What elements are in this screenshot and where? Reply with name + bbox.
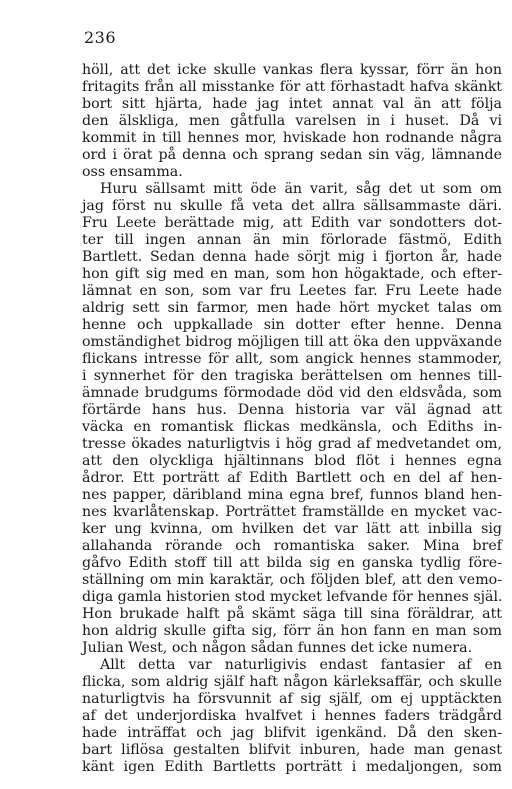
- text-line: flickans intresse för allt, som angick hennes stammoder,: [82, 351, 502, 367]
- text-line: hon gift sig med en man, som hon högaktade, och efter-: [82, 266, 502, 282]
- text-line: fritagits från all misstanke för att förhastadt hafva skänkt: [82, 79, 502, 95]
- text-line: Huru sällsamt mitt öde än varit, såg det ut som om: [100, 181, 502, 197]
- text-line: hade inträffat och jag blifvit igenkänd. Då den sken-: [82, 725, 502, 741]
- text-line: ämnade brudgums förmodade död vid den eldsvåda, som: [82, 385, 502, 401]
- text-line: oss ensamma.: [82, 164, 183, 180]
- text-line: Bartlett. Sedan denna hade sörjt mig i fjorton år, hade: [82, 249, 502, 265]
- text-line: jag först nu skulle få veta det allra sällsammaste däri.: [82, 198, 502, 214]
- text-line: naturligtvis ha försvunnit af sig själf, om ej upptäckten: [82, 691, 502, 707]
- text-line: bort sitt hjärta, hade jag intet annat val än att följa: [82, 96, 502, 112]
- text-line: nes papper, däribland mina egna bref, funnos bland hen-: [82, 487, 502, 503]
- text-line: flicka, som aldrig själf haft någon kärleksaffär, och skulle: [82, 674, 502, 690]
- page-number: 236: [84, 28, 117, 47]
- text-line: väcka en romantisk flickas medkänsla, och Ediths in-: [82, 419, 502, 435]
- text-line: ter till ingen annan än min förlorade fästmö, Edith: [82, 232, 502, 248]
- text-line: bart liflösa gestalten blifvit inburen, hade man genast: [82, 742, 502, 758]
- text-line: hon aldrig skulle gifta sig, förr än hon fann en man som: [82, 623, 502, 639]
- text-line: omständighet bidrog möjligen till att öka den uppväxande: [82, 334, 502, 350]
- text-line: gåfvo Edith stoff till att bilda sig en ganska tydlig före-: [82, 555, 502, 571]
- text-line: nes kvarlåtenskap. Porträttet framställde en mycket vac-: [82, 504, 502, 520]
- text-line: Julian West, och någon sådan funnes det icke numera.: [82, 640, 473, 656]
- text-line: i synnerhet för den tragiska berättelsen om hennes till-: [82, 368, 502, 384]
- text-line: den älskliga, men gåtfulla varelsen in i huset. Då vi: [82, 113, 502, 129]
- text-line: allahanda rörande och romantiska saker. Mina bref: [82, 538, 502, 554]
- text-line: ställning om min karaktär, och följden blef, att den vemo-: [82, 572, 502, 588]
- text-line: af det underjordiska hvalfvet i hennes faders trädgård: [82, 708, 502, 724]
- text-line: känt igen Edith Bartletts porträtt i medaljongen, som: [82, 759, 502, 775]
- text-line: henne och uppkallade sin dotter efter henne. Denna: [82, 317, 502, 333]
- text-line: Hon brukade halft på skämt säga till sina föräldrar, att: [82, 606, 502, 622]
- text-line: diga gamla historien stod mycket lefvande för hennes själ.: [82, 589, 503, 605]
- text-line: ker ung kvinna, om hvilken det var lätt att inbilla sig: [82, 521, 502, 537]
- text-line: förtärde hans hus. Denna historia var väl ägnad att: [82, 402, 502, 418]
- text-line: tresse ökades naturligtvis i hög grad af medvetandet om,: [82, 436, 502, 452]
- text-line: aldrig sett sin farmor, men hade hört mycket talas om: [82, 300, 502, 316]
- text-line: att den olyckliga hjältinnans blod flöt i hennes egna: [82, 453, 502, 469]
- text-line: höll, att det icke skulle vankas flera kyssar, förr än hon: [82, 62, 502, 78]
- text-line: ord i örat på denna och sprang sedan sin väg, lämnande: [82, 147, 502, 163]
- body-text: [82, 62, 502, 776]
- text-line: lämnat en son, som var fru Leetes far. Fru Leete hade: [82, 283, 502, 299]
- text-line: Allt detta var naturligivis endast fantasier af en: [100, 657, 502, 673]
- text-line: kommit in till hennes mor, hviskade hon rodnande några: [82, 130, 502, 146]
- text-line: Fru Leete berättade mig, att Edith var sondotters dot-: [82, 215, 502, 231]
- text-line: ådror. Ett porträtt af Edith Bartlett och en del af hen-: [82, 470, 502, 486]
